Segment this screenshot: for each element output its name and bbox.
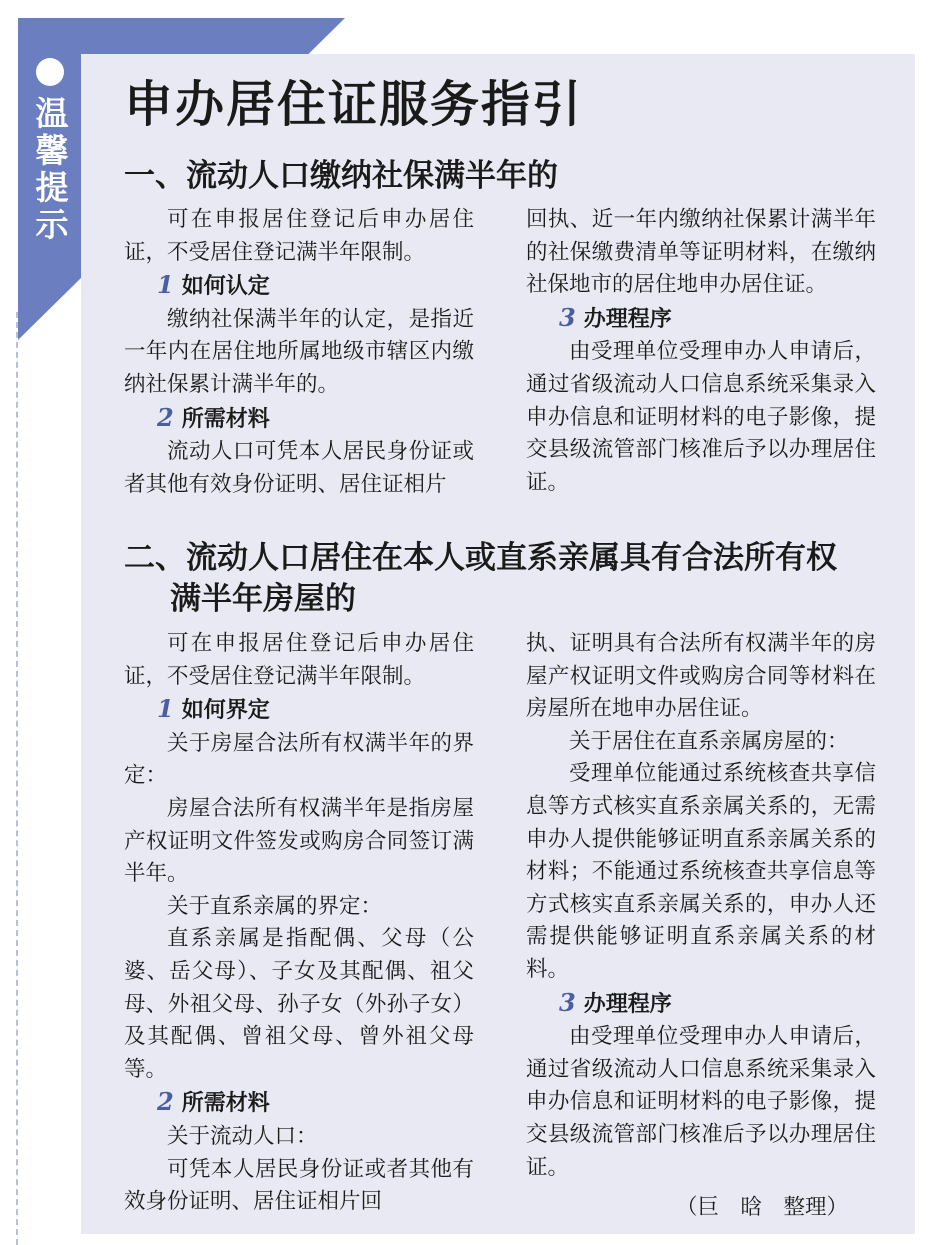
subheading-label: 所需材料: [181, 406, 270, 432]
section2-subheading-1: [124, 693, 474, 728]
section1-subheading-3: [526, 302, 876, 337]
section2-paragraph: 关于流动人口：: [167, 1123, 318, 1149]
section2-subheading-2: [124, 1086, 474, 1121]
author-credit: （巨 晗 整理）: [676, 1195, 849, 1220]
number-2: 2: [157, 402, 174, 432]
subheading-label: 如何界定: [181, 698, 270, 724]
bullet-dot-icon: [36, 58, 64, 86]
subheading-label: 办理程序: [583, 306, 672, 332]
section2-intro: 可在申报居住登记后申办居住证，不受居住登记满半年限制。: [124, 631, 474, 689]
section1-subheading-2: [124, 402, 474, 437]
section1-sub2-text: 流动人口可凭本人居民身份证或者其他有效身份证明、居住证相片: [124, 439, 474, 497]
section2-paragraph: 可凭本人居民身份证或者其他有效身份证明、居住证相片回: [124, 1156, 474, 1215]
section2-paragraph: 直系亲属是指配偶、父母（公婆、岳父母）、子女及其配偶、祖父母、外祖父母、孙子女（外孙子女）及其配偶、曾祖父母、曾外祖父母等。: [124, 926, 474, 1082]
section2-paragraph: 房屋合法所有权满半年是指房屋产权证明文件签发或购房合同签订满半年。: [124, 795, 474, 887]
subheading-label: 如何认定: [181, 274, 270, 300]
number-3: 3: [559, 302, 576, 332]
section1-right-column: [526, 204, 876, 499]
section2-right-continuation: 执、证明具有合法所有权满半年的房屋产权证明文件或购房合同等材料在房屋所在地申办居住证。: [526, 631, 876, 722]
subheading-label: 所需材料: [181, 1091, 270, 1117]
section2-paragraph: 受理单位能通过系统核查共享信息等方式核实直系亲属关系的，无需申办人提供能够证明直系亲属关系的材料；不能通过系统核查共享信息等方式核实直系亲属关系的，申办人还需提供能够证明直系亲属关系的材料。: [526, 761, 876, 982]
section2-subheading-3: [526, 987, 876, 1022]
section1-right-continuation: 回执、近一年内缴纳社保累计满半年的社保缴费清单等证明材料，在缴纳社保地市的居住地申办居住证。: [526, 207, 876, 298]
number-1: 1: [157, 270, 174, 300]
page-title: 申办居住证服务指引: [124, 76, 584, 133]
number-2: 2: [157, 1087, 174, 1117]
tag-label: 温馨提示: [35, 94, 69, 244]
section2-sub3-text: 由受理单位受理申办人申请后，通过省级流动人口信息系统采集录入申办信息和证明材料的电子影像，提交县级流管部门核准后予以办理居住证。: [526, 1024, 876, 1180]
section2-paragraph: 关于直系亲属的界定：: [167, 893, 383, 919]
section2-heading-line1: 二、流动人口居住在本人或直系亲属具有合法所有权: [124, 540, 837, 576]
subheading-label: 办理程序: [583, 991, 672, 1017]
section1-heading: 一、流动人口缴纳社保满半年的: [124, 158, 558, 194]
section2-paragraph: 关于居住在直系亲属房屋的：: [569, 728, 849, 754]
section2-right-column: [526, 628, 876, 1184]
section1-left-column: [124, 204, 474, 501]
section1-intro: 可在申报居住登记后申办居住证，不受居住登记满半年限制。: [124, 207, 474, 265]
number-3: 3: [559, 987, 576, 1017]
section1-sub3-text: 由受理单位受理申办人申请后，通过省级流动人口信息系统采集录入申办信息和证明材料的电子影像，提交县级流管部门核准后予以办理居住证。: [526, 339, 876, 495]
number-1: 1: [157, 694, 174, 724]
section1-sub1-text: 缴纳社保满半年的认定，是指近一年内在居住地所属地级市辖区内缴纳社保累计满半年的。: [124, 306, 474, 397]
dashed-divider: [16, 312, 18, 1245]
section1-subheading-1: [124, 269, 474, 304]
section2-paragraph: 关于房屋合法所有权满半年的界定：: [124, 730, 474, 789]
section2-heading-line2: 满半年房屋的: [170, 581, 356, 617]
section2-left-column: [124, 628, 474, 1219]
